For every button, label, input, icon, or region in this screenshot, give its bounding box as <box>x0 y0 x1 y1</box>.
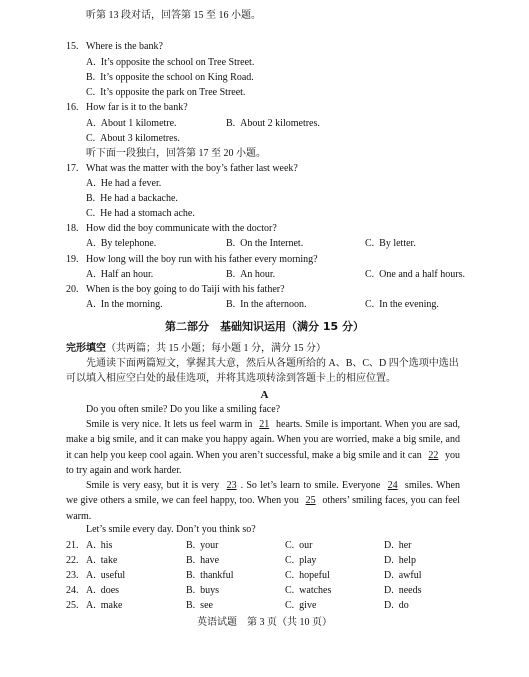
blank-25: 25 <box>305 495 316 507</box>
option-15a: A. It’s opposite the school on Tree Street. <box>86 57 255 68</box>
paragraph-2: Smile is very nice. It lets us feel warm in 21 hearts. Smile is important. When you are sad, make a big smile, and it can make you happy again. When you are worried, make a big smile, and it can help you keep cool again. When you aren’t successful, make a big smile and it can 22 you to try again and work harder. <box>66 419 461 476</box>
option-18a: A. By telephone. <box>86 238 157 249</box>
part-2-heading: 第二部分 基础知识运用（满分 15 分） <box>165 320 364 333</box>
question-text: Where is the bank? <box>86 41 163 52</box>
paragraph-4: Let’s smile every day. Don’t you think so? <box>86 524 256 535</box>
cloze-note: （共两篇；共 15 小题；每小题 1 分，满分 15 分） <box>106 343 326 354</box>
option-20b: B. In the afternoon. <box>226 299 307 310</box>
passage-label: A <box>260 389 269 401</box>
instruction-line-2: 可以填入相应空白处的最佳选项，并将其选项转涂到答题卡上的相应位置。 <box>66 373 396 384</box>
blank-21: 21 <box>259 419 270 430</box>
section-intro-monologue: 听下面一段独白，回答第 17 至 20 小题。 <box>86 148 266 159</box>
paragraph-3: Smile is very easy, but it is very 23 . So let’s learn to smile. Everyone 24 smiles. When we give others a smile, we can feel happy, too. When you 25 others’ smiling faces, you can feel warm. <box>66 480 460 522</box>
blank-23: 23 <box>226 480 237 491</box>
question-17: 17. What was the matter with the boy’s father last week? <box>66 163 298 174</box>
cloze-heading <box>66 343 326 355</box>
question-20: 20. When is the boy going to do Taiji with his father? <box>66 284 285 295</box>
option-17c: C. He had a stomach ache. <box>86 208 195 219</box>
option-18c: C. By letter. <box>365 238 416 249</box>
paragraph-1: Do you often smile? Do you like a smiling face? <box>86 404 281 415</box>
option-16a: A. About 1 kilometre. <box>86 118 177 129</box>
option-16b: B. About 2 kilometres. <box>226 118 320 129</box>
question-15 <box>66 41 163 53</box>
blank-22: 22 <box>428 449 439 461</box>
page-footer: 英语试题 第 3 页（共 10 页） <box>197 617 332 628</box>
instruction-line-1: 先通读下面两篇短文，掌握其大意，然后从各题所给的 A、B、C、D 四个选项中选出 <box>86 358 459 369</box>
question-16: 16. How far is it to the bank? <box>66 102 188 113</box>
blank-24: 24 <box>387 480 398 491</box>
option-15b: B. It’s opposite the school on King Road. <box>86 72 254 83</box>
option-17a: A. He had a fever. <box>86 178 162 189</box>
option-20a: A. In the morning. <box>86 299 163 310</box>
option-19c: C. One and a half hours. <box>365 269 465 280</box>
option-16c: C. About 3 kilometres. <box>86 133 180 144</box>
question-18: 18. How did the boy communicate with the doctor? <box>66 223 277 234</box>
option-18b: B. On the Internet. <box>226 238 304 249</box>
question-19: 19. How long will the boy run with his father every morning? <box>66 254 318 265</box>
option-20c: C. In the evening. <box>365 299 439 310</box>
option-19b: B. An hour. <box>226 269 276 280</box>
cloze-label: 完形填空 <box>66 343 106 354</box>
option-15c: C. It’s opposite the park on Tree Street. <box>86 87 246 98</box>
section-intro-13: 听第 13 段对话，回答第 15 至 16 小题。 <box>86 10 261 21</box>
option-17b: B. He had a backache. <box>86 193 178 204</box>
option-19a: A. Half an hour. <box>86 269 154 280</box>
question-number: 15. <box>66 41 79 52</box>
